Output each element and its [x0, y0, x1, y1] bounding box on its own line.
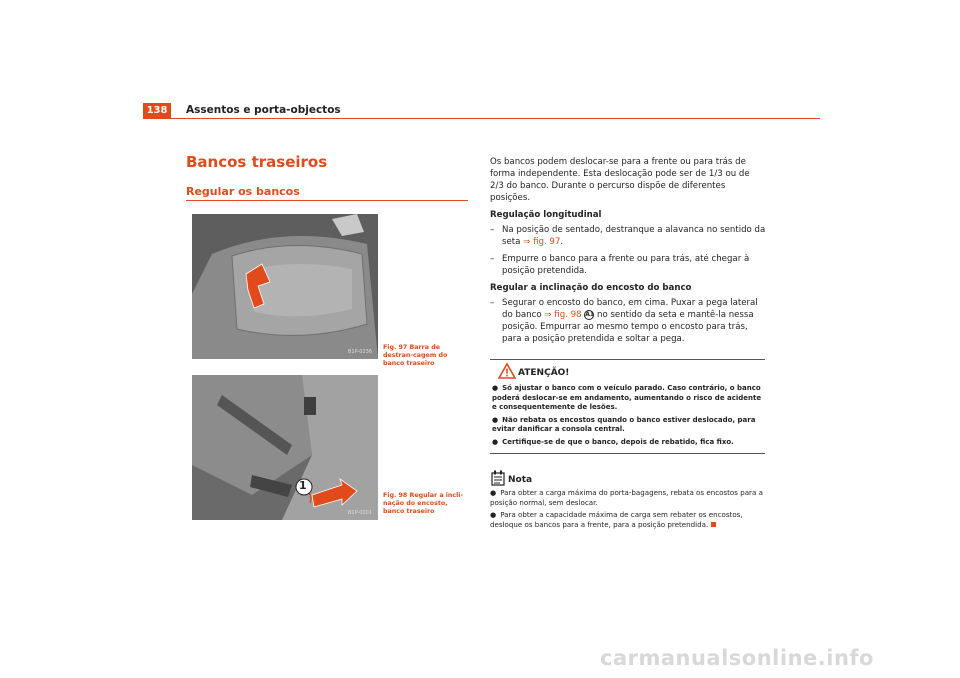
step-push-seat: – Empurre o banco para a frente ou para trás, até chegar à posição pretendida. — [490, 254, 750, 276]
figure-98-link[interactable]: ⇒ fig. 98 — [544, 310, 582, 320]
figure-97-seat-release-bar — [192, 214, 378, 359]
intro-paragraph: Os bancos podem deslocar-se para a frente ou para trás de forma independente. Esta deslocação pode ser de 1/3 ou de 2/3 do banco. Durante o percurso dispõe de diferentes posições. — [490, 157, 750, 203]
note-list — [490, 488, 766, 532]
end-mark — [711, 522, 716, 527]
figure-98-backrest-recline — [192, 375, 378, 520]
subsection-rule — [186, 200, 468, 201]
page-number: 138 — [143, 103, 171, 119]
figure-98-caption: Fig. 98 Regular a incli-nação do encosto, banco traseiro — [383, 492, 464, 515]
longitudinal-heading: Regulação longitudinal — [490, 210, 602, 220]
step-unlock: – Na posição de sentado, destranque a alavanca no sentido da seta ⇒ fig. 97. — [490, 225, 766, 247]
warning-item: ● Não rebata os encostos quando o banco estiver deslocado, para evitar danificar a consola central. — [492, 415, 756, 433]
subsection-title: Regular os bancos — [186, 185, 300, 198]
warning-box — [490, 359, 765, 454]
callout-badge: 1 — [299, 479, 307, 492]
step-recline: – Segurar o encosto do banco, em cima. Puxar a pega lateral do banco ⇒ fig. 98 A1 no sentido da seta e mantê-la nessa posição. Empurrar ao mesmo tempo o encosto para trás, para a posição pretendida e soltar a pega. — [490, 298, 758, 344]
incline-heading: Regular a inclinação do encosto do banco — [490, 283, 692, 293]
note-icon — [491, 470, 505, 486]
note-item: ● Para obter a capacidade máxima de carga sem rebater os encostos, desloque os bancos para a frente, para a posição pretendida. — [490, 510, 743, 529]
figure-code: B1P-0001 — [347, 510, 372, 516]
warning-triangle-icon — [498, 363, 516, 379]
watermark: carmanualsonline.info — [600, 646, 874, 670]
warning-title: ATENÇÃO! — [518, 368, 570, 378]
figure-98-illustration — [192, 375, 378, 520]
section-title: Bancos traseiros — [186, 153, 328, 171]
warning-item: ● Certifique-se de que o banco, depois de rebatido, fica fixo. — [492, 437, 734, 446]
figure-97-illustration — [192, 214, 378, 359]
figure-code: B1P-0236 — [347, 349, 372, 355]
callout-badge: A1 — [585, 311, 595, 318]
running-title: Assentos e porta-objectos — [186, 104, 341, 116]
figure-97-caption: Fig. 97 Barra de destran-cagem do banco traseiro — [383, 344, 448, 367]
note-item: ● Para obter a carga máxima do porta-bagagens, rebata os encostos para a posição normal, sem deslocar. — [490, 488, 763, 507]
note-title: Nota — [508, 475, 533, 485]
warning-item: ● Só ajustar o banco com o veículo parado. Caso contrário, o banco poderá deslocar-se em andamento, aumentando o risco de acidente e consequentemente de lesões. — [492, 384, 762, 411]
figure-97-link[interactable]: ⇒ fig. 97 — [523, 237, 561, 247]
header-rule — [143, 118, 820, 119]
body-text — [490, 156, 766, 350]
